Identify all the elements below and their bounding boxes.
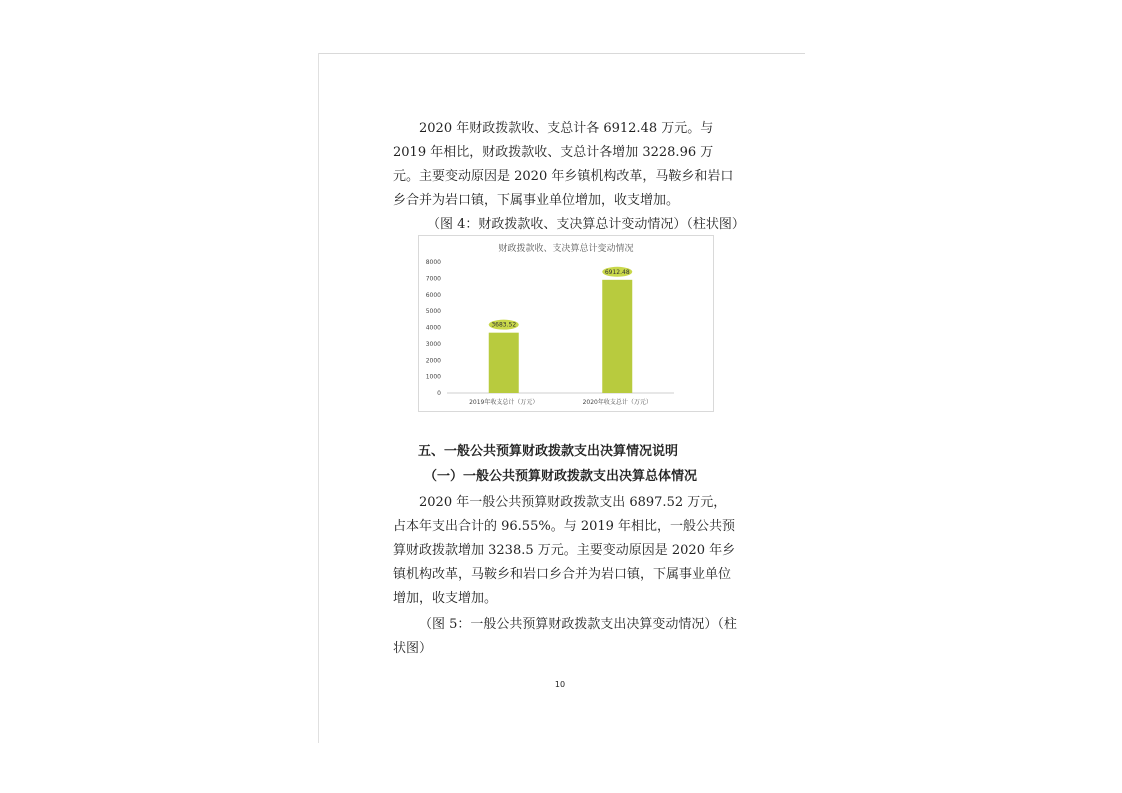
bar-1 <box>602 280 632 393</box>
page-left-edge <box>318 53 319 743</box>
y-tick-label-8000: 8000 <box>425 259 441 266</box>
figure-5-caption <box>393 613 738 661</box>
y-tick-label-6000: 6000 <box>425 291 441 299</box>
paragraph-financial-total <box>393 117 738 213</box>
y-tick-label-2000: 2000 <box>425 357 441 365</box>
page-top-edge <box>319 53 805 54</box>
data-label-0: 3683.52 <box>491 321 517 329</box>
data-label-1: 6912.48 <box>604 268 630 276</box>
y-tick-label-7000: 7000 <box>425 275 441 283</box>
subsection-1-heading: （一）一般公共预算财政拨款支出决算总体情况 <box>424 469 698 484</box>
bar-chart-svg <box>419 236 713 411</box>
y-tick-label-3000: 3000 <box>425 340 441 348</box>
x-tick-label-0: 2019年收支总计（万元） <box>469 399 539 406</box>
bar-0 <box>489 333 519 393</box>
page-number: 10 <box>554 680 566 689</box>
paragraph-financial-total-text: 2020 年财政拨款收、支总计各 6912.48 万元。与 2019 年相比，财政拨款收、支总计各增加 3228.96 万元。主要变动原因是 2020 年乡镇机构改革，马鞍乡和岩口乡合并为岩口镇，下属事业单位增加，收支增加。 <box>393 121 734 208</box>
paragraph-general-budget <box>393 491 738 611</box>
y-tick-label-4000: 4000 <box>425 324 441 332</box>
y-tick-label-0: 0 <box>437 390 441 397</box>
section-5-heading: 五、一般公共预算财政拨款支出决算情况说明 <box>418 444 679 459</box>
chart-title: 财政拨款收、支决算总计变动情况 <box>498 244 634 254</box>
paragraph-general-budget-text: 2020 年一般公共预算财政拨款支出 6897.52 万元，占本年支出合计的 96.55%。与 2019 年相比，一般公共预算财政拨款增加 3238.5 万元。主要变动原因是 2020 年乡镇机构改革，马鞍乡和岩口乡合并为岩口镇，下属事业单位增加，收支增加。 <box>393 495 736 606</box>
y-tick-label-5000: 5000 <box>425 308 441 316</box>
figure-5-caption-text: （图 5：一般公共预算财政拨款支出决算变动情况）（柱状图） <box>393 617 737 656</box>
x-tick-label-1: 2020年收支总计（万元） <box>582 399 652 406</box>
bar-chart <box>418 235 714 412</box>
figure-4-caption: （图 4：财政拨款收、支决算总计变动情况）（柱状图） <box>427 217 745 232</box>
y-tick-label-1000: 1000 <box>425 373 441 381</box>
